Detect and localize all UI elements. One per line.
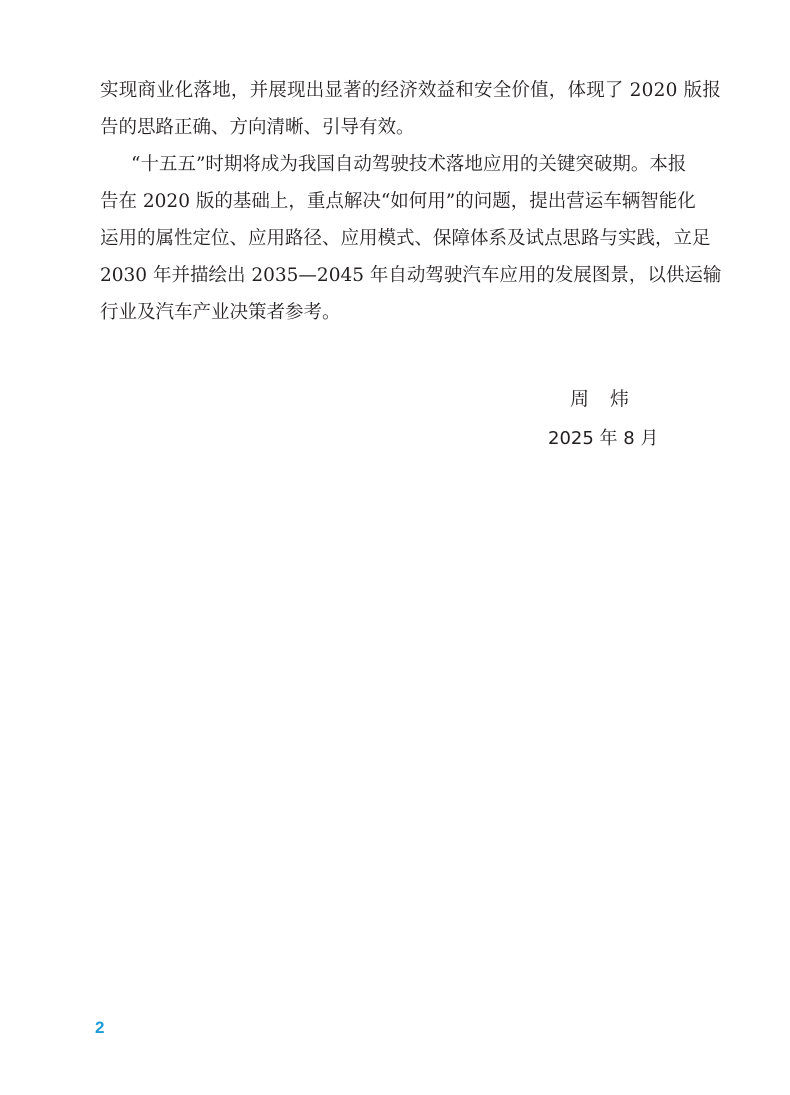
text-line: 2030 年并描绘出 2035—2045 年自动驾驶汽车应用的发展图景，以供运输: [100, 265, 722, 286]
text-line: “十五五”时期将成为我国自动驾驶技术落地应用的关键突破期。本报: [131, 154, 687, 175]
text-line: 运用的属性定位、应用路径、应用模式、保障体系及试点思路与实践，立足: [100, 228, 711, 249]
signature-date: 2025 年 8 月: [548, 428, 659, 449]
body-text: [100, 72, 722, 331]
text-line: 行业及汽车产业决策者参考。: [100, 302, 341, 323]
text-line: 实现商业化落地，并展现出显著的经济效益和安全价值，体现了 2020 版报: [100, 80, 722, 101]
text-line: 告的思路正确、方向清晰、引导有效。: [100, 117, 415, 138]
signature-name: 周 炜: [570, 388, 631, 410]
text-line: 告在 2020 版的基础上，重点解决“如何用”的问题，提出营运车辆智能化: [100, 191, 696, 212]
page-number: 2: [95, 1018, 105, 1037]
